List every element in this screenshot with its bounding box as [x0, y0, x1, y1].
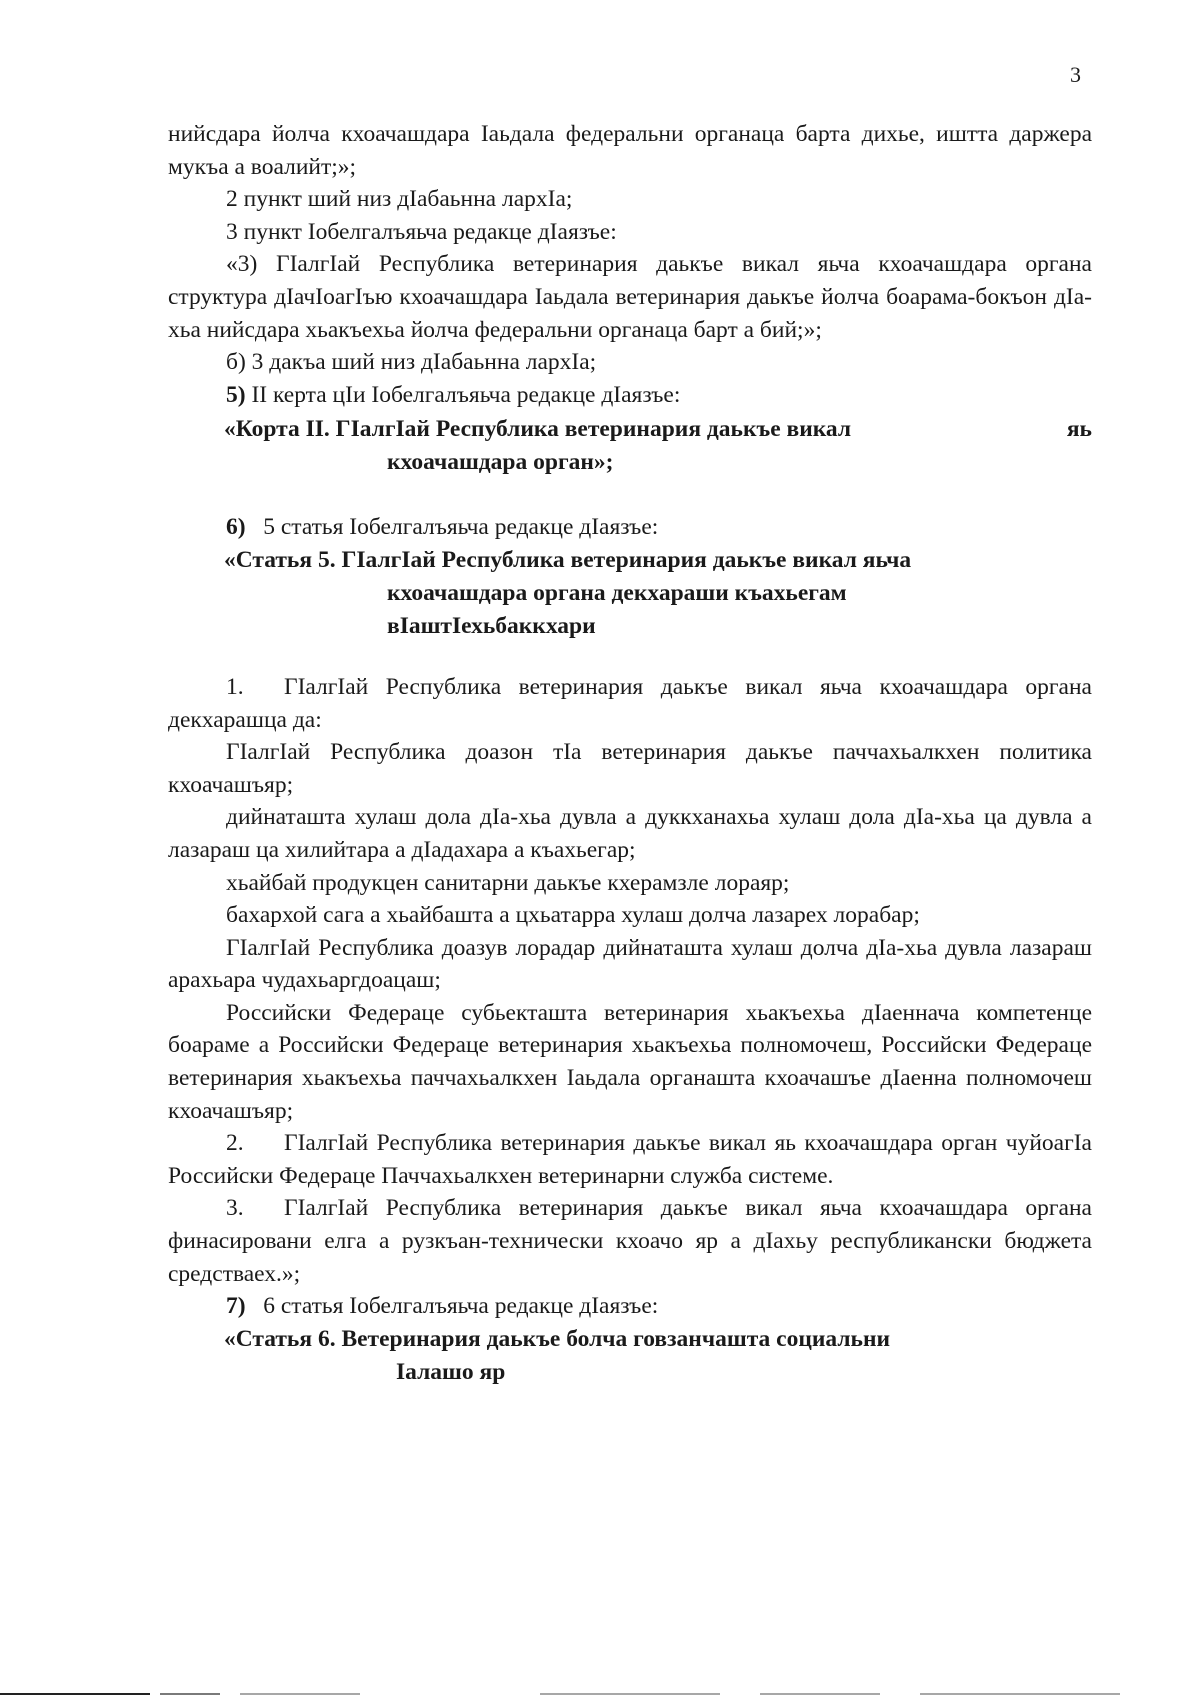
heading-line: Іалашо яр: [396, 1358, 506, 1385]
paragraph: «3) ГІалгІай Республика ветеринария даькъе викал яьча кхоачашдара органа структура дІачІоагІъю кхоачашдара Іаьдала ветеринария даькъе йолча боарама-бокъон дІа-хьа нийсдара хьакъехьа йолча федеральни органаца барт а бий;»;: [168, 251, 1092, 343]
heading-korta-ii: [168, 413, 1092, 479]
heading-line: яь: [1066, 416, 1092, 443]
paragraph-text: 5 статья Іобелгалъяьча редакце дІаязъе:: [263, 514, 659, 541]
heading-line: кхоачашдара органа декхараши къахьегам: [387, 579, 847, 606]
paragraph-text: 6 статья Іобелгалъяьча редакце дІаязъе:: [263, 1293, 659, 1320]
heading-statya-6: [168, 1323, 1092, 1389]
paragraph: [168, 671, 1092, 736]
paragraph-text: ГІалгІай Республика ветеринария даькъе викал яьча кхоачашдара органа декхарашца да:: [168, 673, 1092, 733]
item-number: 3.: [226, 1195, 244, 1222]
paragraph: хьайбай продукцен санитарни даькъе кхерамзле лораяр;: [226, 869, 790, 896]
heading-line: «Статья 6. Ветеринария даькъе болча говзанчашта социальни: [224, 1325, 891, 1352]
paragraph: б) 3 дакъа ший низ дІабаьнна лархІа;: [226, 349, 597, 376]
document-body: [168, 118, 1092, 1389]
paragraph-text: ГІалгІай Республика ветеринария даькъе викал яьча кхоачашдара органа финасировани елга а рузкъан-технически кхоачо яр а дІахьу республикански бюджета средстваех.»;: [168, 1195, 1092, 1287]
paragraph: [168, 511, 1092, 544]
item-number: 1.: [226, 673, 244, 700]
item-number: 7): [226, 1293, 246, 1320]
paragraph: 3 пункт Іобелгалъяьча редакце дІаязъе:: [226, 218, 617, 245]
heading-line: «Статья 5. ГІалгІай Республика ветеринария даькъе викал яьча: [224, 546, 912, 573]
item-number: 6): [226, 514, 246, 541]
paragraph: Российски Федераце субьекташта ветеринария хьакъехьа дІаеннача компетенце боараме а Российски Федераце ветеринария хьакъехьа полномочеш, Российски Федераце ветеринария хьакъехьа паччахьалкхен Іаьдала органашта кхоачашъе дІаенна полномочеш кхоачашъяр;: [168, 999, 1092, 1124]
paragraph: дийнаташта хулаш дола дІа-хьа дувла а дуккханахьа хулаш дола дІа-хьа ца дувла а лазараш ца хилийтара а дІадахара а къахьегар;: [168, 804, 1092, 863]
heading-line: «Корта II. ГІалгІай Республика ветеринария даькъе викал: [224, 416, 852, 443]
item-number: 5): [226, 381, 246, 408]
paragraph-text: ГІалгІай Республика ветеринария даькъе викал яь кхоачашдара орган чуйоагІа Российски Федераце Паччахьалкхен ветеринарни служба системе.: [168, 1130, 1092, 1189]
heading-statya-5: [168, 544, 1092, 643]
heading-line: кхоачашдара орган»;: [387, 449, 614, 476]
paragraph: 2 пункт ший низ дІабаьнна лархІа;: [226, 186, 573, 213]
paragraph: [168, 1192, 1092, 1290]
paragraph: [168, 1290, 1092, 1323]
item-number: 2.: [226, 1130, 244, 1157]
scan-edge-line: [0, 1691, 1200, 1697]
heading-line: вІаштІехьбаккхари: [387, 612, 596, 639]
paragraph: бахархой сага а хьайбашта а цхьатарра хулаш долча лазарех лорабар;: [226, 902, 920, 929]
paragraph: нийсдара йолча кхоачашдара Іаьдала федеральни органаца барта дихье, иштта даржера мукъа а воалийт;»;: [168, 121, 1092, 180]
paragraph: [168, 379, 1092, 412]
paragraph: [168, 1127, 1092, 1192]
paragraph-text: II керта цІи Іобелгалъяьча редакце дІаязъе:: [245, 381, 681, 408]
page-number: 3: [1070, 62, 1081, 87]
paragraph: ГІалгІай Республика доазув лорадар дийнаташта хулаш долча дІа-хьа дувла лазараш арахьара чудахьаргдоацаш;: [168, 934, 1092, 994]
paragraph: ГІалгІай Республика доазон тІа ветеринария даькъе паччахьалкхен политика кхоачашъяр;: [168, 739, 1092, 798]
